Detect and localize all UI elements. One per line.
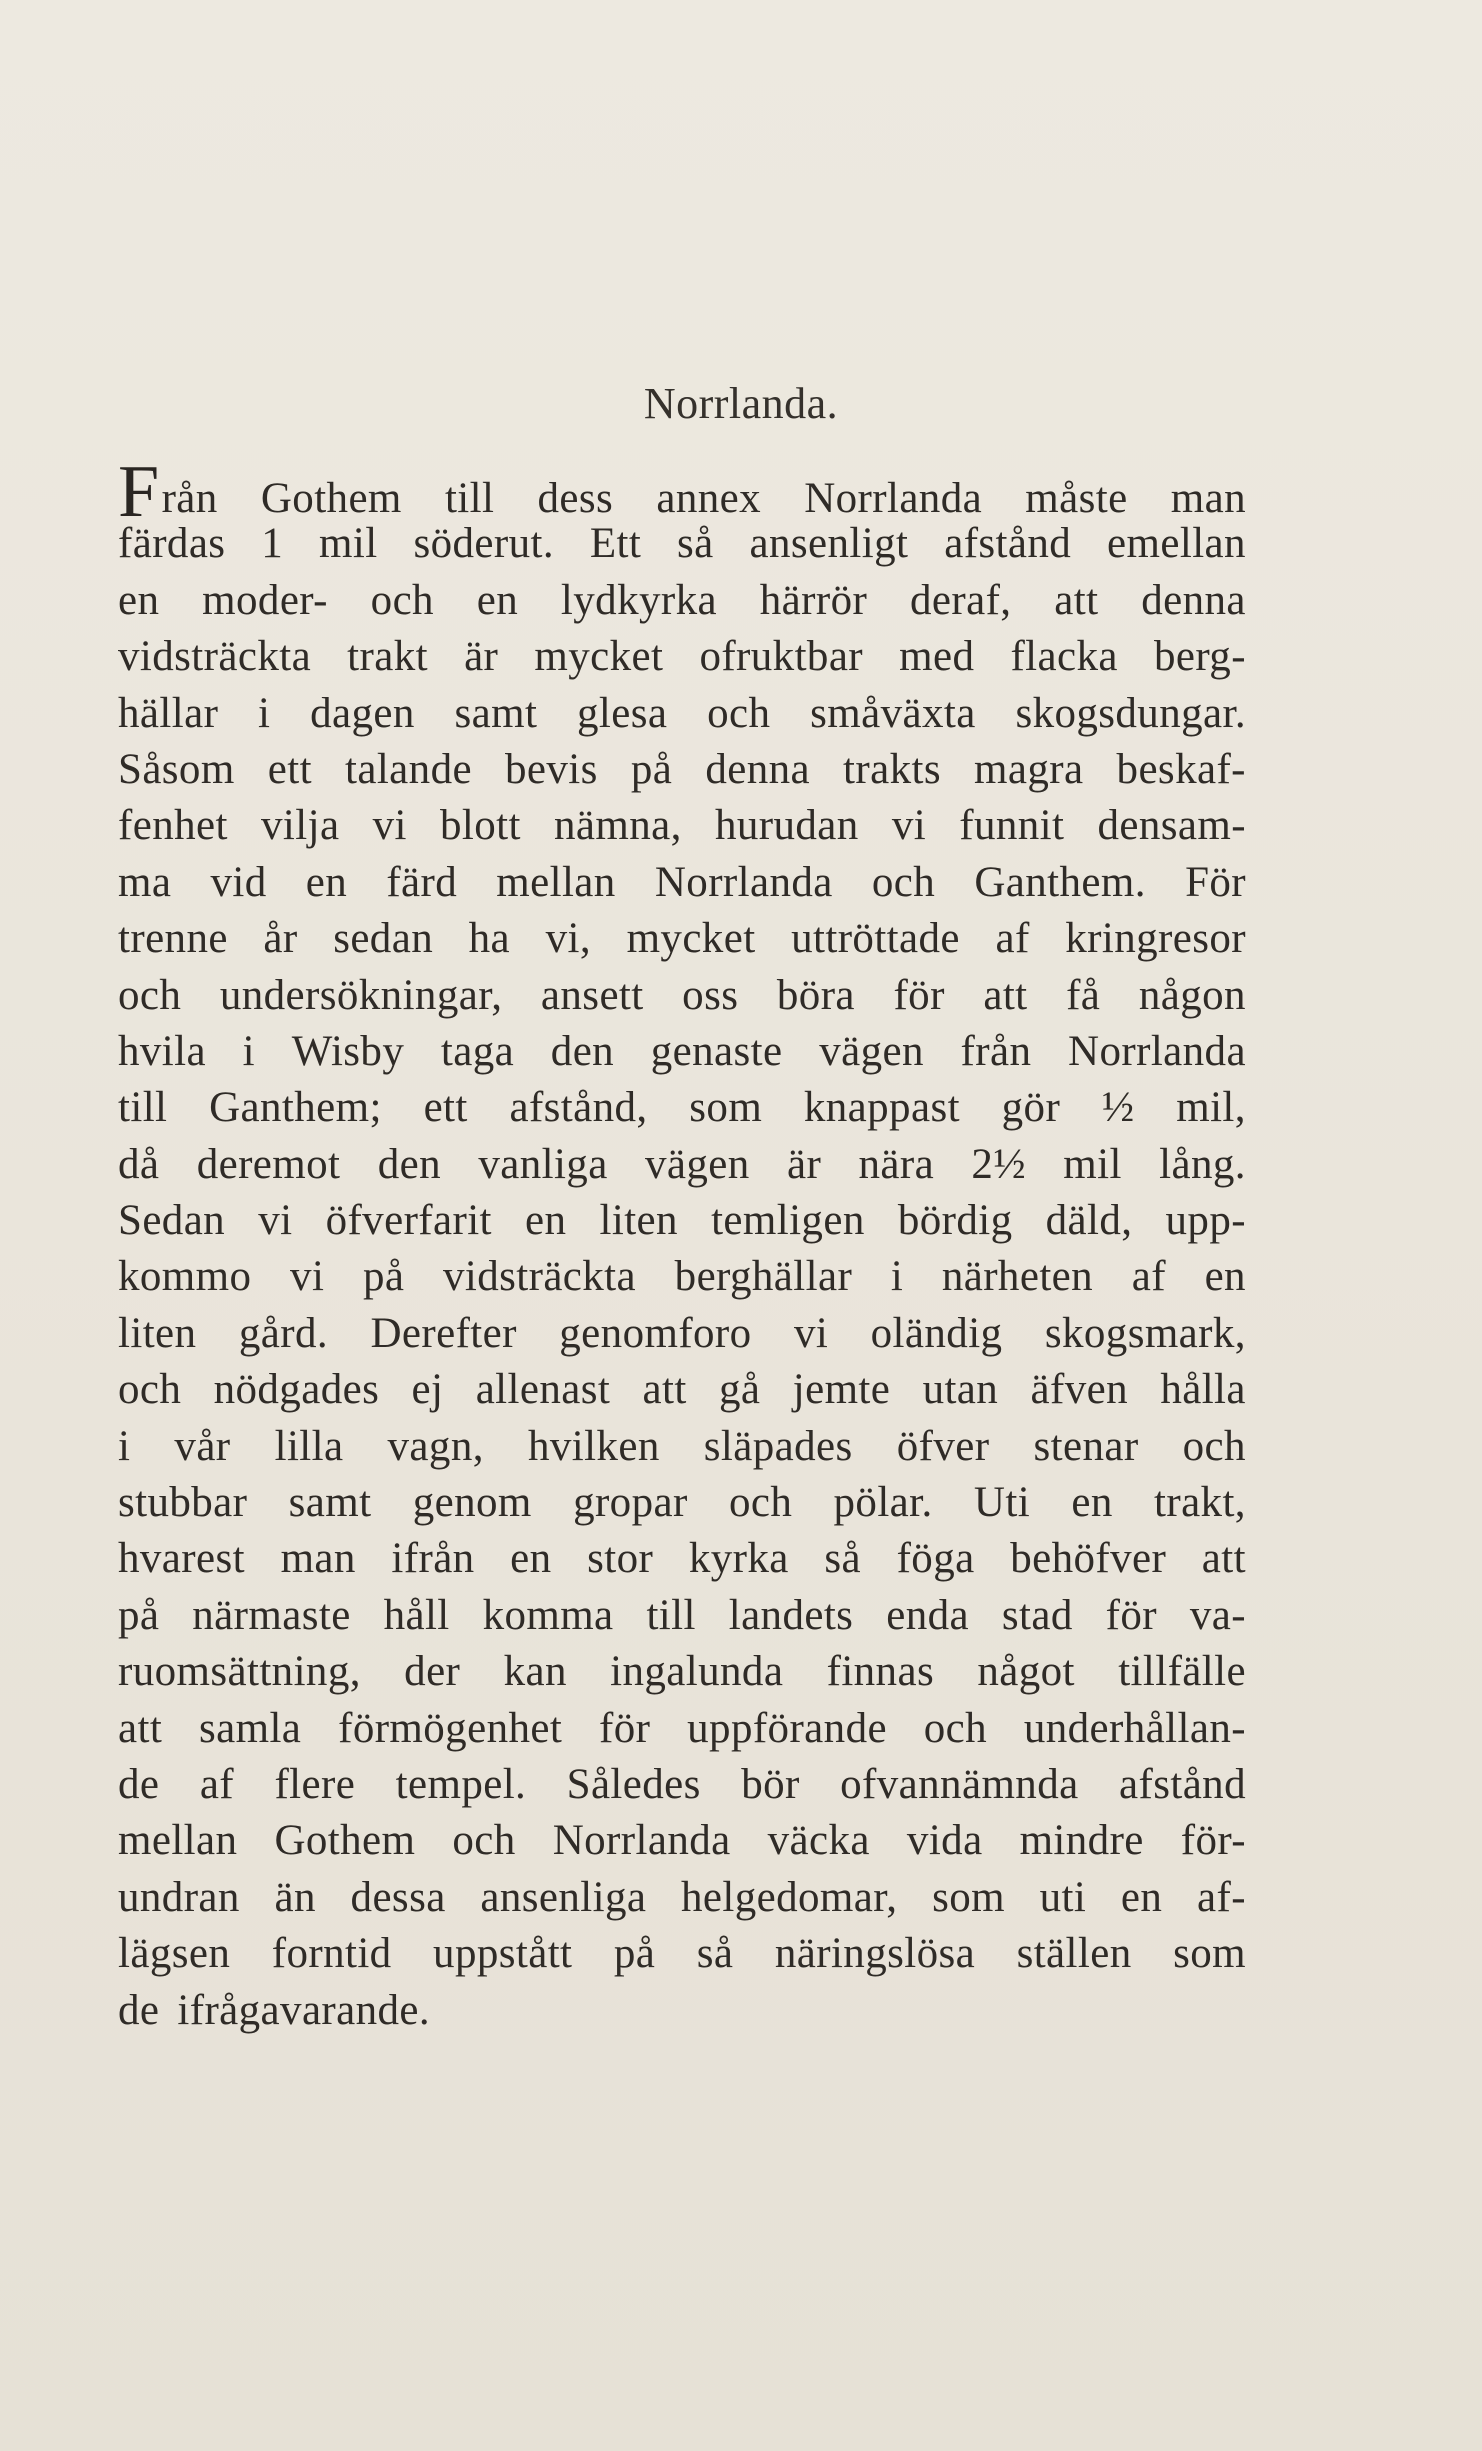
word: temligen [711, 1197, 865, 1245]
word: samt [454, 689, 538, 737]
word: man [1170, 475, 1246, 522]
word: de [118, 1760, 160, 1808]
word: dagen [310, 689, 415, 737]
word: utan [922, 1366, 999, 1414]
word: vägen [645, 1140, 750, 1188]
page-heading: Norrlanda. [643, 379, 839, 428]
text-line [118, 1137, 1246, 1193]
word: der [404, 1648, 461, 1696]
word: vagn, [387, 1422, 484, 1470]
word: enda [886, 1591, 969, 1639]
word: kommo [118, 1253, 252, 1301]
word: från [960, 1027, 1032, 1075]
word: liten [599, 1197, 678, 1245]
word: småväxta [810, 689, 976, 737]
word: att [118, 1704, 163, 1752]
word: en [1120, 1873, 1163, 1921]
word: oss [682, 971, 739, 1019]
word: dess [537, 475, 614, 522]
word: vidsträckta [442, 1253, 637, 1301]
word: är [464, 633, 499, 681]
word: densam- [1097, 802, 1246, 850]
word: mycket [534, 633, 664, 681]
text-line [118, 1926, 1246, 1982]
word: Uti [973, 1479, 1031, 1527]
word: annex [656, 475, 762, 522]
word: och [1182, 1422, 1246, 1470]
word: vida [906, 1817, 983, 1865]
word: uttröttade [791, 915, 960, 963]
word: deraf, [910, 576, 1012, 624]
word: hällar [118, 689, 219, 737]
text-line [118, 1588, 1246, 1644]
text-line [118, 1193, 1246, 1249]
word: de [118, 1986, 160, 2034]
text-line [118, 1306, 1246, 1362]
word: moder- [202, 576, 328, 624]
word: Norrlanda [654, 858, 833, 906]
word: i [118, 1422, 131, 1470]
word: skogsdungar. [1015, 689, 1246, 737]
word: så [696, 1930, 734, 1978]
word: för [893, 971, 945, 1019]
word: och [871, 858, 936, 906]
word: undran [118, 1873, 240, 1921]
word: taga [440, 1027, 515, 1075]
body-text [118, 451, 1246, 2039]
word: talande [345, 745, 472, 793]
word: är [786, 1140, 822, 1188]
word: öfverfarit [325, 1197, 492, 1245]
word: en [476, 576, 519, 624]
word: en [1204, 1253, 1246, 1301]
word: och [728, 1479, 793, 1527]
text-line [118, 451, 1246, 533]
word: finnas [826, 1648, 935, 1696]
word: trakt [347, 633, 428, 681]
word: Ett [589, 520, 642, 568]
word: mil [1063, 1140, 1122, 1188]
word: berghällar [674, 1253, 853, 1301]
word: förmögenhet [338, 1704, 563, 1752]
word: genomforo [559, 1309, 752, 1357]
word: behöfver [1010, 1535, 1167, 1583]
word: trenne [118, 915, 228, 963]
word: och [923, 1704, 988, 1752]
word: måste [1025, 475, 1128, 522]
word: Norrlanda [1068, 1027, 1246, 1075]
word: på [613, 1930, 656, 1978]
word: söderut. [413, 520, 554, 568]
word: något [977, 1648, 1075, 1696]
word: vi [258, 1197, 293, 1245]
text-line [118, 1757, 1246, 1813]
word: nämna, [554, 802, 682, 850]
word: mindre [1019, 1817, 1144, 1865]
word: ingalunda [610, 1648, 784, 1696]
word: härrör [759, 576, 868, 624]
word: liten [118, 1309, 197, 1357]
text-line [118, 1475, 1246, 1531]
word: för [1105, 1591, 1157, 1639]
word: hvila [118, 1027, 206, 1075]
word: en [305, 858, 348, 906]
word: så [677, 520, 714, 568]
word: trakts [843, 745, 941, 793]
word: lång. [1159, 1140, 1246, 1188]
word: knappast [803, 1084, 960, 1132]
word: nära [858, 1140, 935, 1188]
word: genaste [650, 1027, 783, 1075]
word: afstånd [1119, 1760, 1246, 1808]
word: bevis [505, 745, 598, 793]
text-line [118, 1870, 1246, 1926]
word: på [118, 1591, 160, 1639]
word: på [362, 1253, 405, 1301]
word: komma [482, 1591, 614, 1639]
word: ställen [1016, 1930, 1132, 1978]
text-line [118, 1419, 1246, 1475]
word: med [899, 633, 975, 681]
word: äfven [1030, 1366, 1129, 1414]
word: af [1131, 1253, 1166, 1301]
word: så [824, 1535, 861, 1583]
word: och [370, 576, 434, 624]
word: jemte [792, 1366, 891, 1414]
word: deremot [196, 1140, 341, 1188]
word: uppstått [433, 1930, 573, 1978]
word: hvilken [527, 1422, 660, 1470]
word: underhållan- [1023, 1704, 1246, 1752]
word: kan [503, 1648, 567, 1696]
word: den [550, 1027, 615, 1075]
word: man [280, 1535, 356, 1583]
word: ansenliga [480, 1873, 647, 1921]
word: däld, [1045, 1197, 1133, 1245]
word: Gothem [274, 1817, 416, 1865]
word: håll [383, 1591, 450, 1639]
word: och [707, 689, 771, 737]
word: att [983, 971, 1028, 1019]
word: genom [412, 1479, 532, 1527]
word: närheten [941, 1253, 1094, 1301]
word: fenhet [118, 802, 228, 850]
word: ma [118, 858, 172, 906]
word: rån [161, 475, 218, 522]
word: mellan [496, 858, 616, 906]
word: Gothem [260, 475, 402, 522]
word: vi [372, 802, 407, 850]
word: stenar [1033, 1422, 1139, 1470]
word: vidsträckta [118, 633, 312, 681]
word: kyrka [688, 1535, 789, 1583]
word: kringresor [1065, 915, 1246, 963]
word: mil [319, 520, 378, 568]
word: landets [728, 1591, 854, 1639]
text-line [118, 1080, 1246, 1136]
word: funnit [959, 802, 1065, 850]
word: 1 [261, 520, 284, 568]
word: forntid [271, 1930, 392, 1978]
word: ruomsättning, [118, 1648, 361, 1696]
word: släpades [703, 1422, 853, 1470]
text-line [118, 686, 1246, 742]
word: en [118, 576, 160, 624]
word: färd [386, 858, 458, 906]
word: att [642, 1366, 687, 1414]
word: vägen [819, 1027, 924, 1075]
word: mil, [1176, 1084, 1246, 1132]
word: till [118, 1084, 168, 1132]
word: af- [1196, 1873, 1246, 1921]
text-line [118, 1983, 1246, 2039]
word: på [630, 745, 673, 793]
word: Sedan [118, 1197, 226, 1245]
word: tempel. [395, 1760, 527, 1808]
word: någon [1138, 971, 1246, 1019]
word: pölar. [833, 1479, 933, 1527]
word: beskaf- [1116, 745, 1246, 793]
word: ha [468, 915, 511, 963]
word: till [646, 1591, 696, 1639]
word: en [1071, 1479, 1113, 1527]
word: lägsen [118, 1930, 231, 1978]
word: vi [290, 1253, 325, 1301]
word: För [1185, 858, 1246, 906]
word: gör [1001, 1084, 1061, 1132]
word: upp- [1165, 1197, 1246, 1245]
word: stor [587, 1535, 654, 1583]
word: i [258, 689, 271, 737]
word: näringslösa [774, 1930, 976, 1978]
word: Således [566, 1760, 701, 1808]
word: ifrån [391, 1535, 475, 1583]
word: hålla [1160, 1366, 1246, 1414]
word: af [995, 915, 1030, 963]
word: nödgades [213, 1366, 380, 1414]
word: hurudan [714, 802, 859, 850]
word: ett [267, 745, 312, 793]
word: då [118, 1140, 160, 1188]
word: mycket [626, 915, 756, 963]
word: lydkyrka [560, 576, 717, 624]
word: 2½ [971, 1140, 1026, 1188]
word: undersökningar, [219, 971, 503, 1019]
word: samt [288, 1479, 372, 1527]
word: vår [174, 1422, 231, 1470]
word: hvarest [118, 1535, 245, 1583]
text-line [118, 1024, 1246, 1080]
word: blott [440, 802, 521, 850]
word: sedan [333, 915, 434, 963]
text-line [118, 968, 1246, 1024]
word: närmaste [192, 1591, 351, 1639]
text-line [118, 742, 1246, 798]
text-line [118, 629, 1246, 685]
word: ansett [540, 971, 644, 1019]
word: oländig [870, 1309, 1003, 1357]
word: vid [210, 858, 267, 906]
word: än [274, 1873, 316, 1921]
word: och [118, 1366, 182, 1414]
text-line [118, 798, 1246, 854]
word: uppförande [687, 1704, 887, 1752]
word: ej [411, 1366, 444, 1414]
word: ofvannämnda [840, 1760, 1079, 1808]
word: i [890, 1253, 904, 1301]
text-line [118, 911, 1246, 967]
word: vilja [261, 802, 340, 850]
word: afstånd [944, 520, 1072, 568]
text-line [118, 855, 1246, 911]
word: skogsmark, [1044, 1309, 1246, 1357]
word: trakt, [1154, 1479, 1246, 1527]
word: mellan [118, 1817, 238, 1865]
word: ifrågavarande. [177, 1986, 431, 2034]
word: vanliga [478, 1140, 608, 1188]
word: flere [274, 1760, 356, 1808]
word: en [510, 1535, 552, 1583]
word: gropar [573, 1479, 688, 1527]
word: och [118, 971, 182, 1019]
word: som [689, 1084, 763, 1132]
word: väcka [767, 1817, 870, 1865]
word: ½ [1101, 1084, 1135, 1132]
word: stubbar [118, 1479, 248, 1527]
text-line [118, 1362, 1246, 1418]
text-line [118, 1813, 1246, 1869]
word: berg- [1153, 633, 1246, 681]
text-line [118, 1249, 1246, 1305]
word: af [199, 1760, 235, 1808]
word: Wisby [291, 1027, 405, 1075]
word: helgedomar, [681, 1873, 898, 1921]
word: föga [896, 1535, 975, 1583]
word: allenast [475, 1366, 611, 1414]
word: lilla [274, 1422, 344, 1470]
word: tillfälle [1118, 1648, 1246, 1696]
text-line [118, 573, 1246, 629]
word: en [525, 1197, 567, 1245]
word: ansenligt [749, 520, 909, 568]
word: denna [1141, 576, 1246, 624]
word: färdas [118, 520, 226, 568]
word: ofruktbar [699, 633, 864, 681]
word: få [1066, 971, 1101, 1019]
word: bör [741, 1760, 800, 1808]
word: år [263, 915, 298, 963]
word: till [444, 475, 495, 522]
word: vi [793, 1309, 829, 1357]
word: flacka [1010, 633, 1118, 681]
word: emellan [1107, 520, 1246, 568]
word: för [599, 1704, 651, 1752]
word: dessa [350, 1873, 446, 1921]
text-line [118, 1531, 1246, 1587]
word: va- [1189, 1591, 1246, 1639]
text-line [118, 1701, 1246, 1757]
word: i [242, 1027, 256, 1075]
word: ett [423, 1084, 468, 1132]
word: samla [198, 1704, 302, 1752]
initial-capital: F [118, 451, 160, 533]
word: gård. [238, 1309, 329, 1357]
word: Derefter [370, 1309, 517, 1357]
word: afstånd, [509, 1084, 648, 1132]
word: bördig [897, 1197, 1013, 1245]
word: Ganthem; [209, 1084, 382, 1132]
word: som [932, 1873, 1005, 1921]
word: öfver [896, 1422, 990, 1470]
text-line [118, 1644, 1246, 1700]
word: stad [1001, 1591, 1073, 1639]
word: uti [1039, 1873, 1087, 1921]
word: att [1201, 1535, 1246, 1583]
word: böra [776, 971, 855, 1019]
word: som [1173, 1930, 1246, 1978]
word: magra [974, 745, 1084, 793]
word: Ganthem. [974, 858, 1146, 906]
word: gå [719, 1366, 761, 1414]
word: att [1054, 576, 1099, 624]
word: Såsom [118, 745, 235, 793]
word: denna [705, 745, 810, 793]
word: Norrlanda [552, 1817, 731, 1865]
word: glesa [577, 689, 668, 737]
word: Norrlanda [804, 475, 983, 522]
word: och [452, 1817, 516, 1865]
word: vi [891, 802, 927, 850]
word: vi, [545, 915, 592, 963]
word: för- [1180, 1817, 1246, 1865]
word: den [377, 1140, 441, 1188]
